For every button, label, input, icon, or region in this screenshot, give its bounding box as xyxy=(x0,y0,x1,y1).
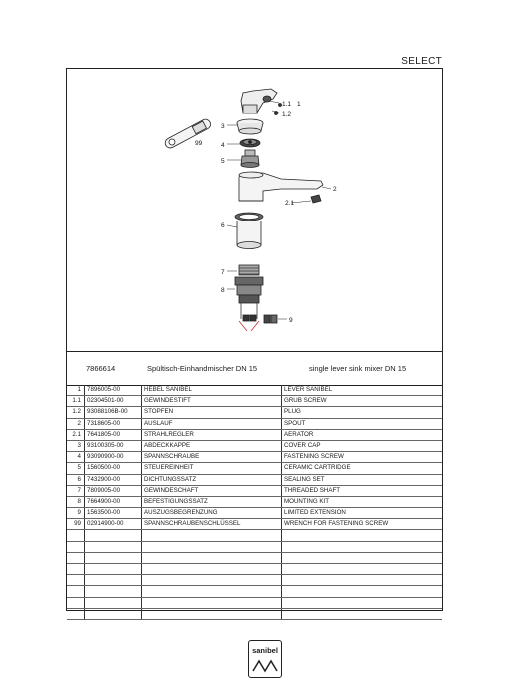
part-name-de xyxy=(142,552,282,563)
part-name-en xyxy=(282,608,443,619)
part-name-en: WRENCH FOR FASTENING SCREW xyxy=(282,519,443,530)
part-name-en: SPOUT xyxy=(282,418,443,429)
part-number: 7432900-00 xyxy=(85,474,142,485)
table-row xyxy=(67,440,442,451)
part-position: 1.1 xyxy=(67,396,85,407)
table-row xyxy=(67,552,442,563)
part-position xyxy=(67,575,85,586)
part-position: 99 xyxy=(67,519,85,530)
table-row xyxy=(67,396,442,407)
part-position: 2 xyxy=(67,418,85,429)
table-row xyxy=(67,496,442,507)
sealing-set-part xyxy=(235,213,263,249)
logo-brand-text: sanibel xyxy=(252,646,278,655)
part-number: 02304501-00 xyxy=(85,396,142,407)
part-name-en xyxy=(282,552,443,563)
part-number xyxy=(85,552,142,563)
part-name-de: STRAHLREGLER xyxy=(142,429,282,440)
part-name-en: THREADED SHAFT xyxy=(282,485,443,496)
table-row xyxy=(67,530,442,541)
table-row xyxy=(67,407,442,418)
part-position: 9 xyxy=(67,508,85,519)
part-name-en: AERATOR xyxy=(282,429,443,440)
part-name-en xyxy=(282,575,443,586)
part-name-de: SPANNSCHRAUBE xyxy=(142,452,282,463)
part-name-de: STOPFEN xyxy=(142,407,282,418)
part-position xyxy=(67,586,85,597)
part-position: 1 xyxy=(67,385,85,396)
table-row xyxy=(67,564,442,575)
part-name-en: GRUB SCREW xyxy=(282,396,443,407)
exploded-view-drawing xyxy=(67,69,442,351)
lever-part xyxy=(241,89,277,113)
part-name-en: PLUG xyxy=(282,407,443,418)
limited-extension-part xyxy=(264,315,277,323)
part-number: 7896005-00 xyxy=(85,385,142,396)
part-number: 93090900-00 xyxy=(85,452,142,463)
spout-part xyxy=(239,172,323,201)
part-position xyxy=(67,564,85,575)
label-3: 3 xyxy=(221,123,225,130)
product-name-de: Spültisch-Einhandmischer DN 15 xyxy=(147,364,258,373)
table-row xyxy=(67,474,442,485)
label-2: 2 xyxy=(333,186,337,193)
cover-cap-part xyxy=(237,119,263,134)
part-number: 7664900-00 xyxy=(85,496,142,507)
part-name-de: DICHTUNGSSATZ xyxy=(142,474,282,485)
part-number xyxy=(85,608,142,619)
part-position: 8 xyxy=(67,496,85,507)
part-number: 1560500-00 xyxy=(85,463,142,474)
label-1-1: 1.1 xyxy=(282,101,292,108)
part-name-en: MOUNTING KIT xyxy=(282,496,443,507)
fastening-screw-part xyxy=(240,139,260,147)
label-4: 4 xyxy=(221,142,225,149)
part-name-de: ABDECKKAPPE xyxy=(142,440,282,451)
table-row xyxy=(67,597,442,608)
select-label[interactable]: SELECT xyxy=(401,56,442,67)
part-position: 7 xyxy=(67,485,85,496)
part-name-en xyxy=(282,586,443,597)
part-number: 93088106B-00 xyxy=(85,407,142,418)
part-name-en: LIMITED EXTENSION xyxy=(282,508,443,519)
part-name-de xyxy=(142,541,282,552)
part-number: 93100305-00 xyxy=(85,440,142,451)
part-name-en xyxy=(282,597,443,608)
part-name-en: FASTENING SCREW xyxy=(282,452,443,463)
parts-table xyxy=(67,385,442,620)
part-number: 7641805-00 xyxy=(85,429,142,440)
part-name-de xyxy=(142,586,282,597)
part-position: 3 xyxy=(67,440,85,451)
part-name-de: AUSZUGSBEGRENZUNG xyxy=(142,508,282,519)
part-number xyxy=(85,586,142,597)
label-6: 6 xyxy=(221,222,225,229)
exploded-view-diagram xyxy=(67,69,442,352)
label-9: 9 xyxy=(289,317,293,324)
part-name-de: SPANNSCHRAUBENSCHLÜSSEL xyxy=(142,519,282,530)
part-position: 6 xyxy=(67,474,85,485)
part-number: 7318605-00 xyxy=(85,418,142,429)
table-row xyxy=(67,385,442,396)
part-name-en xyxy=(282,530,443,541)
part-name-de: BEFESTIGUNGSSATZ xyxy=(142,496,282,507)
part-number xyxy=(85,575,142,586)
part-name-de: GEWINDESCHAFT xyxy=(142,485,282,496)
aerator-part xyxy=(311,195,321,203)
part-name-de xyxy=(142,530,282,541)
table-row xyxy=(67,429,442,440)
part-number xyxy=(85,597,142,608)
label-2-1: 2.1 xyxy=(285,200,295,207)
table-row xyxy=(67,608,442,619)
part-name-en: CERAMIC CARTRIDGE xyxy=(282,463,443,474)
part-position xyxy=(67,541,85,552)
product-number: 7866614 xyxy=(86,364,116,373)
table-row xyxy=(67,508,442,519)
part-name-en: SEALING SET xyxy=(282,474,443,485)
label-1: 1 xyxy=(297,101,301,108)
part-name-de: HEBEL SANIBEL xyxy=(142,385,282,396)
part-number: 02914900-00 xyxy=(85,519,142,530)
part-name-en: COVER CAP xyxy=(282,440,443,451)
part-position: 1.2 xyxy=(67,407,85,418)
table-row xyxy=(67,519,442,530)
part-position: 2.1 xyxy=(67,429,85,440)
part-position xyxy=(67,608,85,619)
part-name-en: LEVER SANIBEL xyxy=(282,385,443,396)
product-title-row xyxy=(67,351,442,386)
sanibel-logo xyxy=(248,640,282,678)
part-name-de xyxy=(142,575,282,586)
part-name-de xyxy=(142,597,282,608)
table-row xyxy=(67,586,442,597)
label-99: 99 xyxy=(195,140,203,147)
mounting-kit-part xyxy=(235,277,263,331)
part-position xyxy=(67,597,85,608)
table-row xyxy=(67,418,442,429)
part-name-en xyxy=(282,541,443,552)
table-row xyxy=(67,485,442,496)
parts-sheet xyxy=(66,68,443,611)
part-number xyxy=(85,541,142,552)
part-number: 1563500-00 xyxy=(85,508,142,519)
threaded-shaft-part xyxy=(239,265,259,275)
part-name-en xyxy=(282,564,443,575)
part-name-de: STEUEREINHEIT xyxy=(142,463,282,474)
table-row xyxy=(67,575,442,586)
table-row xyxy=(67,452,442,463)
table-row xyxy=(67,463,442,474)
table-row xyxy=(67,541,442,552)
part-number xyxy=(85,530,142,541)
cartridge-part xyxy=(241,150,259,168)
label-1-2: 1.2 xyxy=(282,111,292,118)
label-7: 7 xyxy=(221,269,225,276)
label-8: 8 xyxy=(221,287,225,294)
part-number xyxy=(85,564,142,575)
label-5: 5 xyxy=(221,158,225,165)
part-number: 7809005-00 xyxy=(85,485,142,496)
part-name-de xyxy=(142,564,282,575)
part-name-de: GEWINDESTIFT xyxy=(142,396,282,407)
part-position: 4 xyxy=(67,452,85,463)
part-name-de xyxy=(142,608,282,619)
product-name-en: single lever sink mixer DN 15 xyxy=(309,364,407,373)
part-position xyxy=(67,530,85,541)
logo-mark-icon xyxy=(251,657,279,675)
part-position xyxy=(67,552,85,563)
part-name-de: AUSLAUF xyxy=(142,418,282,429)
wrench-part xyxy=(163,117,212,149)
part-position: 5 xyxy=(67,463,85,474)
